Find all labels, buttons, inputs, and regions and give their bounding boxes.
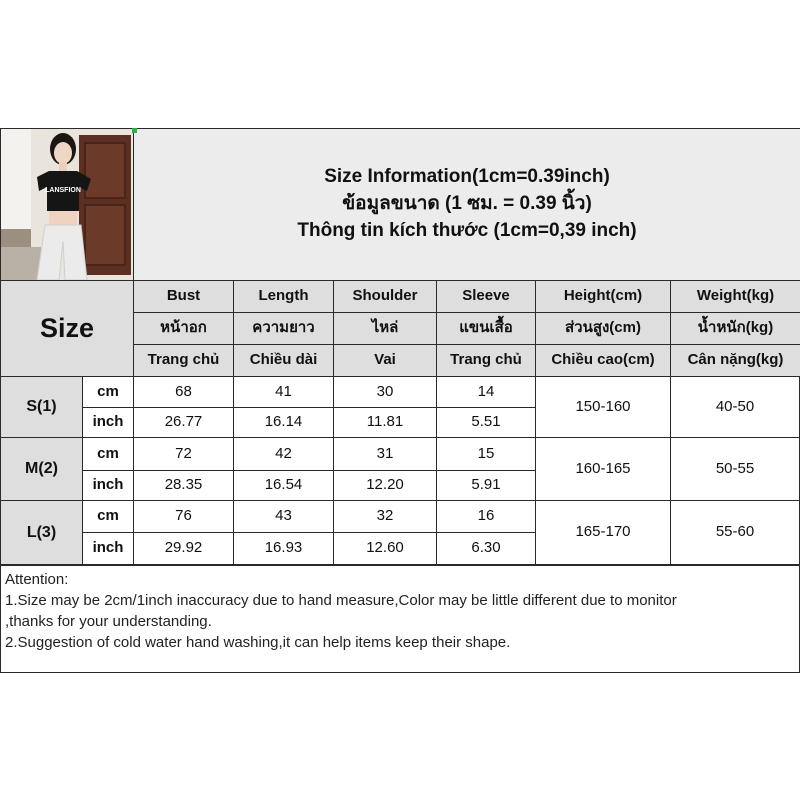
measurement-inch: 5.91 — [436, 470, 536, 501]
model-photo-illustration — [1, 129, 133, 280]
measurement-inch: 29.92 — [133, 532, 234, 565]
height-range: 150-160 — [535, 376, 671, 438]
measurement-cm: 72 — [133, 437, 234, 471]
measurement-cm: 30 — [333, 376, 437, 408]
attention-notes — [0, 565, 800, 673]
title-thai: ข้อมูลขนาด (1 ซม. = 0.39 นิ้ว) — [342, 193, 592, 215]
measurement-cm: 43 — [233, 500, 334, 533]
height-range: 165-170 — [535, 500, 671, 565]
height-range: 160-165 — [535, 437, 671, 501]
column-header-th: ไหล่ — [333, 312, 437, 345]
column-header-th: แขนเสื้อ — [436, 312, 536, 345]
measurement-inch: 16.14 — [233, 407, 334, 438]
measurement-cm: 15 — [436, 437, 536, 471]
size-info-title — [133, 128, 800, 281]
unit-inch: inch — [82, 407, 134, 438]
measurement-cm: 42 — [233, 437, 334, 471]
model-photo — [0, 128, 134, 281]
measurement-cm: 14 — [436, 376, 536, 408]
measurement-cm: 16 — [436, 500, 536, 533]
measurement-inch: 6.30 — [436, 532, 536, 565]
shirt-print: LANSFION — [45, 187, 81, 194]
measurement-cm: 32 — [333, 500, 437, 533]
measurement-cm: 41 — [233, 376, 334, 408]
title-english: Size Information(1cm=0.39inch) — [324, 166, 610, 188]
column-header-vi: Chiều cao(cm) — [535, 344, 671, 377]
measurement-inch: 16.93 — [233, 532, 334, 565]
measurement-cm: 76 — [133, 500, 234, 533]
column-header-en: Length — [233, 280, 334, 313]
title-vietnamese: Thông tin kích thước (1cm=0,39 inch) — [297, 219, 637, 241]
column-header-th: ส่วนสูง(cm) — [535, 312, 671, 345]
unit-cm: cm — [82, 376, 134, 408]
column-header-vi: Trang chủ — [133, 344, 234, 377]
measurement-inch: 11.81 — [333, 407, 437, 438]
measurement-inch: 16.54 — [233, 470, 334, 501]
column-header-en: Height(cm) — [535, 280, 671, 313]
measurement-cm: 31 — [333, 437, 437, 471]
column-header-en: Weight(kg) — [670, 280, 800, 313]
unit-inch: inch — [82, 532, 134, 565]
column-header-vi: Trang chủ — [436, 344, 536, 377]
measurement-cm: 68 — [133, 376, 234, 408]
unit-inch: inch — [82, 470, 134, 501]
column-header-vi: Cân nặng(kg) — [670, 344, 800, 377]
column-header-th: ความยาว — [233, 312, 334, 345]
column-header-th: น้ำหนัก(kg) — [670, 312, 800, 345]
measurement-inch: 12.20 — [333, 470, 437, 501]
size-header: Size — [0, 280, 134, 377]
attention-note-1: 1.Size may be 2cm/1inch inaccuracy due to hand measure,Color may be little different due to monitor — [5, 592, 677, 609]
measurement-inch: 26.77 — [133, 407, 234, 438]
column-header-vi: Chiều dài — [233, 344, 334, 377]
column-header-en: Bust — [133, 280, 234, 313]
weight-range: 55-60 — [670, 500, 800, 565]
column-header-en: Shoulder — [333, 280, 437, 313]
attention-note-1-continued: ,thanks for your understanding. — [5, 613, 212, 630]
size-label: M(2) — [0, 437, 83, 501]
size-label: L(3) — [0, 500, 83, 565]
corner-marker — [132, 128, 137, 133]
attention-note-2: 2.Suggestion of cold water hand washing,it can help items keep their shape. — [5, 634, 511, 651]
attention-heading: Attention: — [5, 571, 69, 588]
weight-range: 40-50 — [670, 376, 800, 438]
weight-range: 50-55 — [670, 437, 800, 501]
measurement-inch: 28.35 — [133, 470, 234, 501]
size-label: S(1) — [0, 376, 83, 438]
column-header-th: หน้าอก — [133, 312, 234, 345]
unit-cm: cm — [82, 437, 134, 471]
column-header-vi: Vai — [333, 344, 437, 377]
unit-cm: cm — [82, 500, 134, 533]
measurement-inch: 5.51 — [436, 407, 536, 438]
column-header-en: Sleeve — [436, 280, 536, 313]
measurement-inch: 12.60 — [333, 532, 437, 565]
